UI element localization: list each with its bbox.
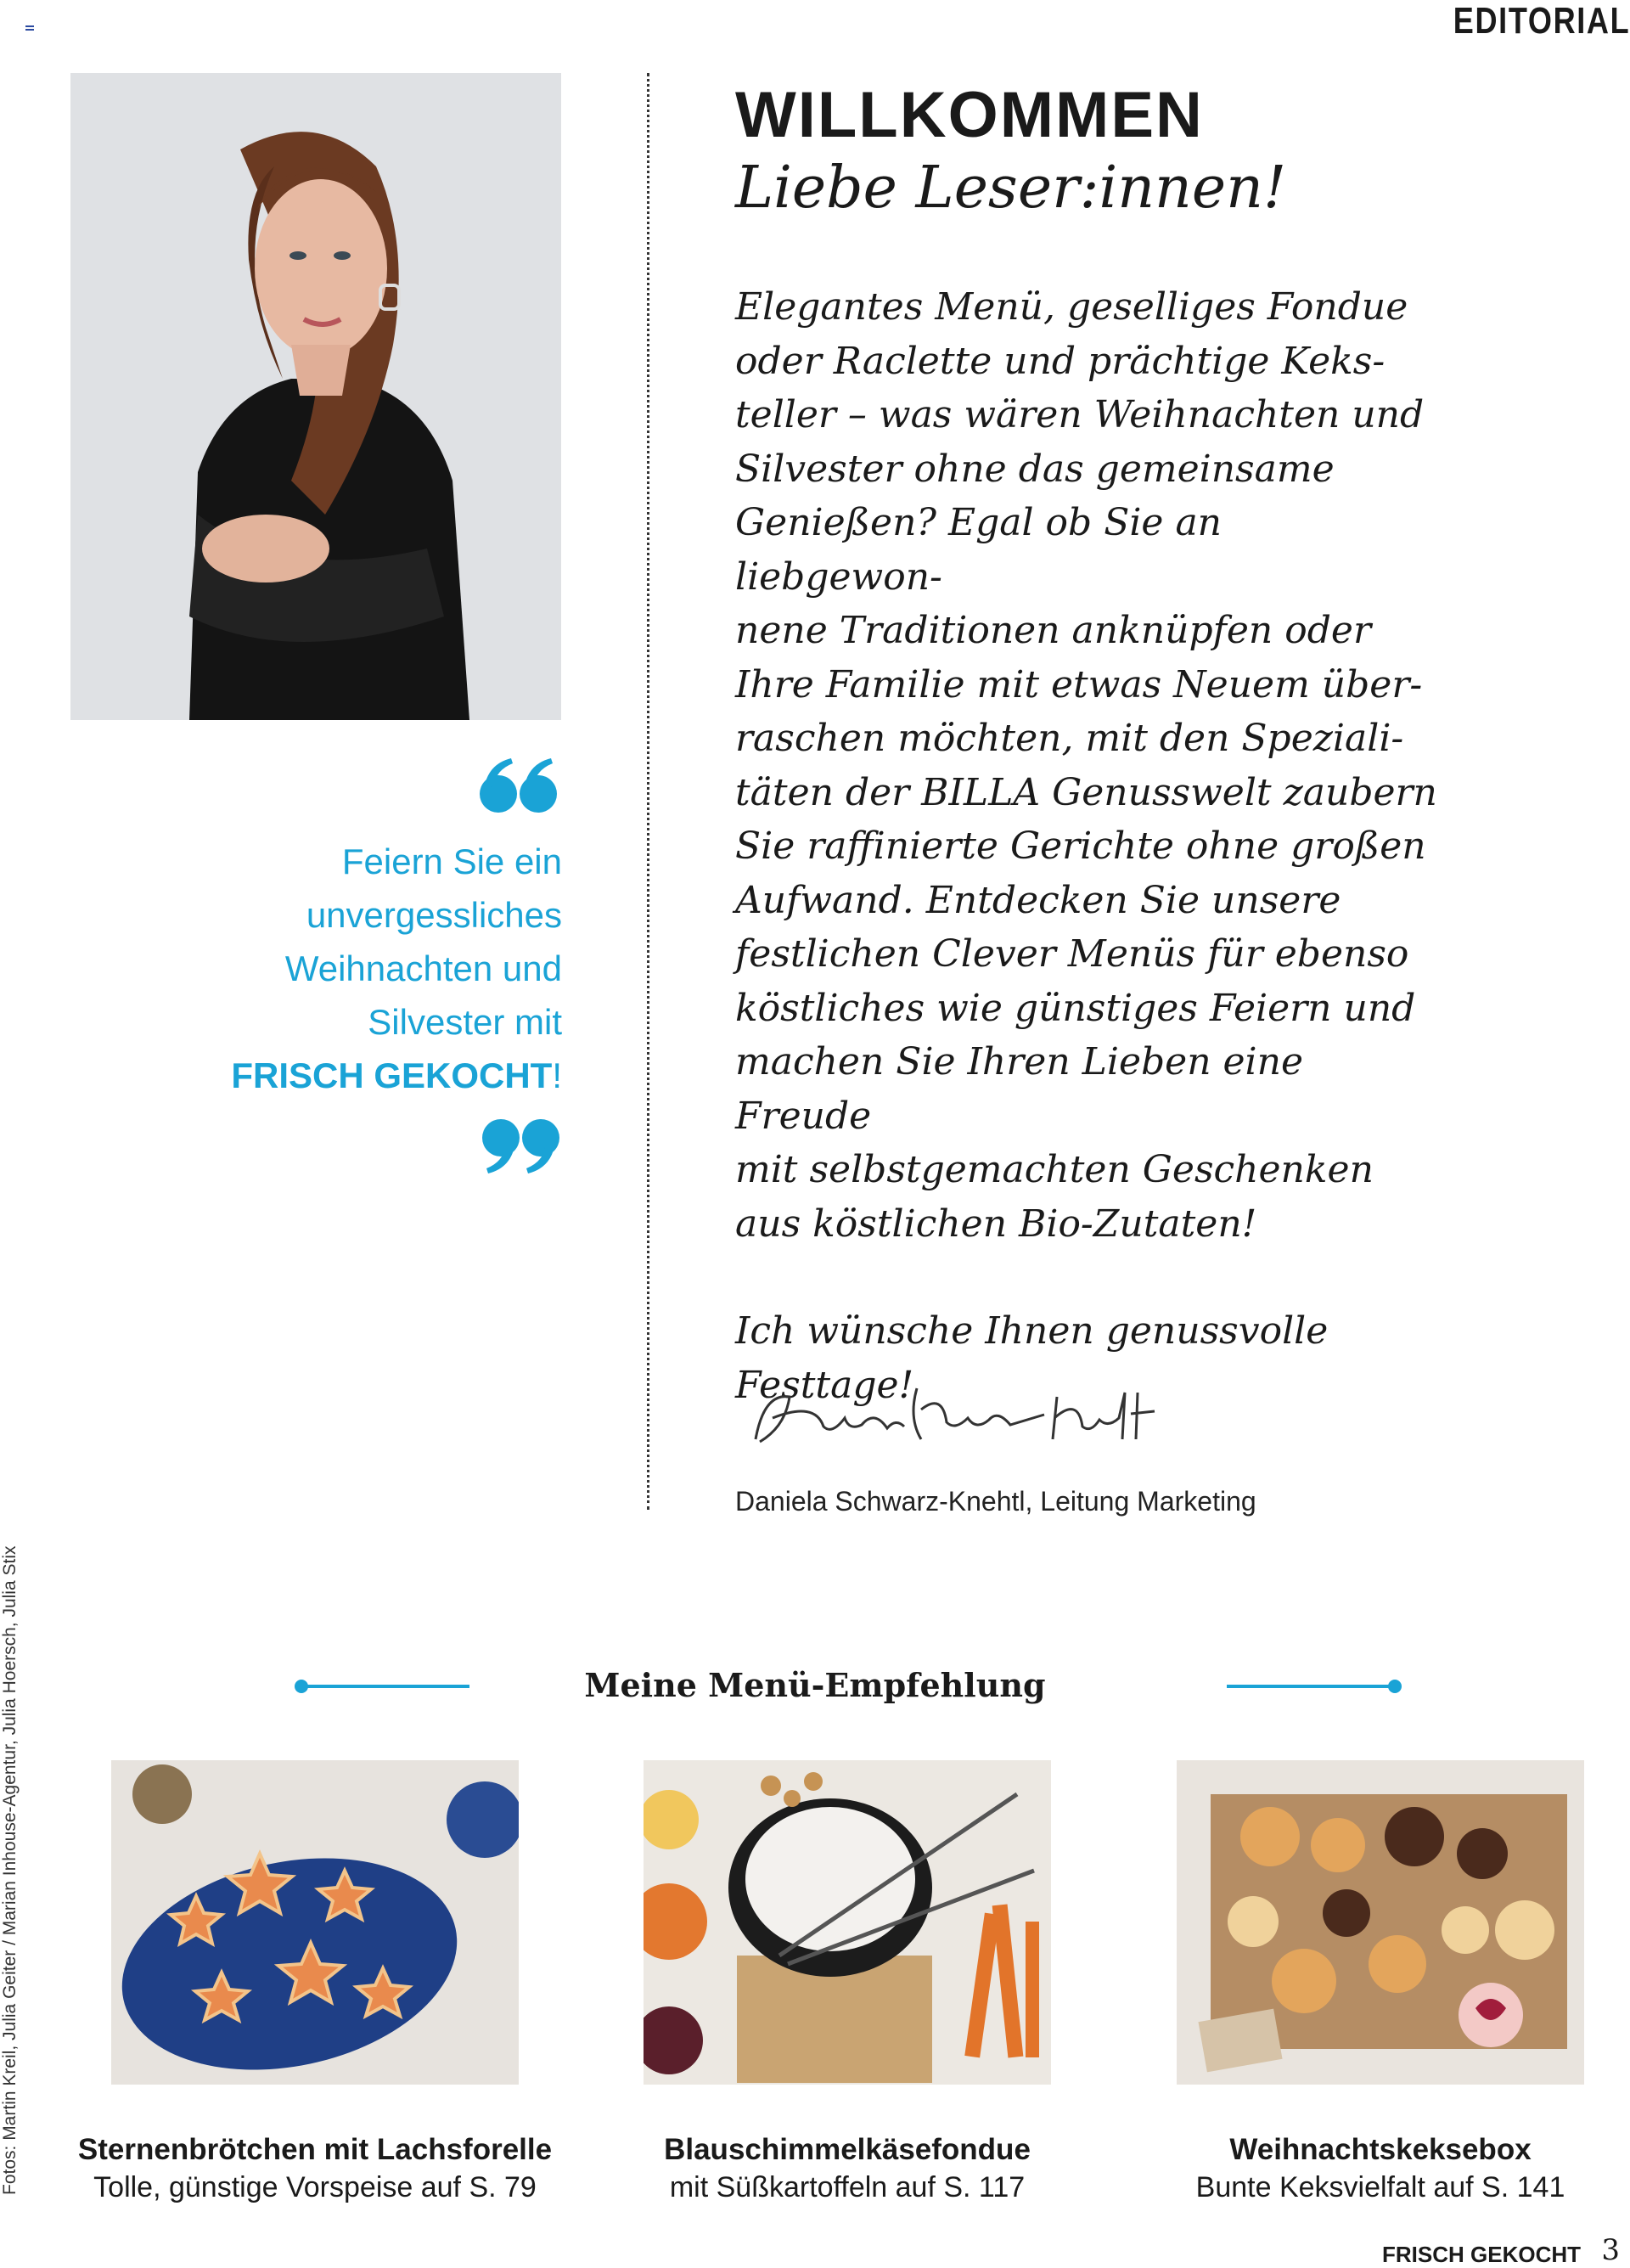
subhead: Liebe Leser:innen! xyxy=(735,155,1287,222)
body-line: raschen möchten, mit den Speziali- xyxy=(735,717,1404,760)
signature-image xyxy=(739,1359,1180,1460)
body-line: mit selbstgemachten Geschenken xyxy=(735,1148,1374,1191)
quote-line: unvergessliches xyxy=(306,895,562,935)
body-line: festlichen Clever Menüs für ebenso xyxy=(735,932,1409,976)
rec-line-right xyxy=(1227,1685,1395,1688)
recipe-photo-salmon xyxy=(111,1760,519,2085)
body-line: Elegantes Menü, geselliges Fondue xyxy=(735,285,1408,329)
author-line: Daniela Schwarz-Knehtl, Leitung Marketing xyxy=(735,1486,1256,1517)
quote-line: Weihnachten und xyxy=(284,948,562,988)
open-quote-icon xyxy=(477,751,562,819)
author-portrait xyxy=(70,73,561,720)
closing-line: Festtage! xyxy=(735,1363,914,1407)
rec-dot-right xyxy=(1388,1680,1402,1693)
section-label: EDITORIAL xyxy=(1453,0,1630,42)
recipe-photo-fondue xyxy=(644,1760,1051,2085)
quote-end: ! xyxy=(552,1055,562,1095)
recommendation-title: Meine Menü-Empfehlung xyxy=(584,1666,1046,1704)
recipe-card-cookies[interactable] xyxy=(1177,1760,1584,2089)
recipe-photo-cookies xyxy=(1177,1760,1584,2085)
body-line: Silvester ohne das gemeinsame xyxy=(735,447,1335,491)
body-line: machen Sie Ihren Lieben eine Freude xyxy=(735,1040,1304,1138)
quote-text xyxy=(161,835,562,1102)
body-line: aus köstlichen Bio-Zutaten! xyxy=(735,1202,1257,1246)
body-line: Genießen? Egal ob Sie an liebgewon- xyxy=(735,501,1222,599)
footer-brand: FRISCH GEKOCHT xyxy=(1382,2242,1581,2267)
editorial-body xyxy=(735,280,1440,1412)
recipe-title: Weihnachtskeksebox xyxy=(1229,2133,1532,2166)
recipe-caption-cookies xyxy=(1109,2131,1630,2206)
photo-credit: Fotos: Martin Kreil, Julia Geiter / Marian Inhouse-Agentur, Julia Hoersch, Julia Stix xyxy=(0,1545,20,2195)
pull-quote xyxy=(161,751,562,1180)
recipe-card-fondue[interactable] xyxy=(644,1760,1051,2089)
recipe-title: Blauschimmelkäsefondue xyxy=(664,2133,1031,2166)
corner-mark xyxy=(25,25,34,32)
body-line: Aufwand. Entdecken Sie unsere xyxy=(735,878,1341,922)
dotted-divider xyxy=(647,73,649,1510)
recipe-title: Sternenbrötchen mit Lachsforelle xyxy=(77,2133,553,2166)
recipe-caption-salmon xyxy=(43,2131,587,2206)
close-quote-icon xyxy=(477,1112,562,1180)
quote-brand: FRISCH GEKOCHT xyxy=(231,1055,553,1095)
headline: WILLKOMMEN xyxy=(735,79,1204,151)
body-line: köstliches wie günstiges Feiern und xyxy=(735,986,1416,1030)
page-number: 3 xyxy=(1601,2233,1620,2267)
portrait-illustration xyxy=(70,73,561,720)
body-line: teller – was wären Weihnachten und xyxy=(735,393,1425,436)
body-line: nene Traditionen anknüpfen oder xyxy=(735,609,1371,652)
recipe-card-salmon[interactable] xyxy=(111,1760,519,2089)
body-line: täten der BILLA Genusswelt zaubern xyxy=(735,770,1437,814)
body-line: Sie raffinierte Gerichte ohne großen xyxy=(735,824,1426,868)
recipe-subtitle: Bunte Keksvielfalt auf S. 141 xyxy=(1195,2171,1565,2203)
recipe-subtitle: mit Süßkartoffeln auf S. 117 xyxy=(669,2171,1026,2203)
recipe-subtitle: Tolle, günstige Vorspeise auf S. 79 xyxy=(93,2171,537,2203)
recipe-caption-fondue xyxy=(576,2131,1119,2206)
body-line: Ihre Familie mit etwas Neuem über- xyxy=(735,662,1423,706)
quote-line: Feiern Sie ein xyxy=(341,841,562,881)
quote-line: Silvester mit xyxy=(368,1002,562,1042)
closing-line: Ich wünsche Ihnen genussvolle xyxy=(735,1309,1329,1353)
body-line: oder Raclette und prächtige Keks- xyxy=(735,339,1386,383)
